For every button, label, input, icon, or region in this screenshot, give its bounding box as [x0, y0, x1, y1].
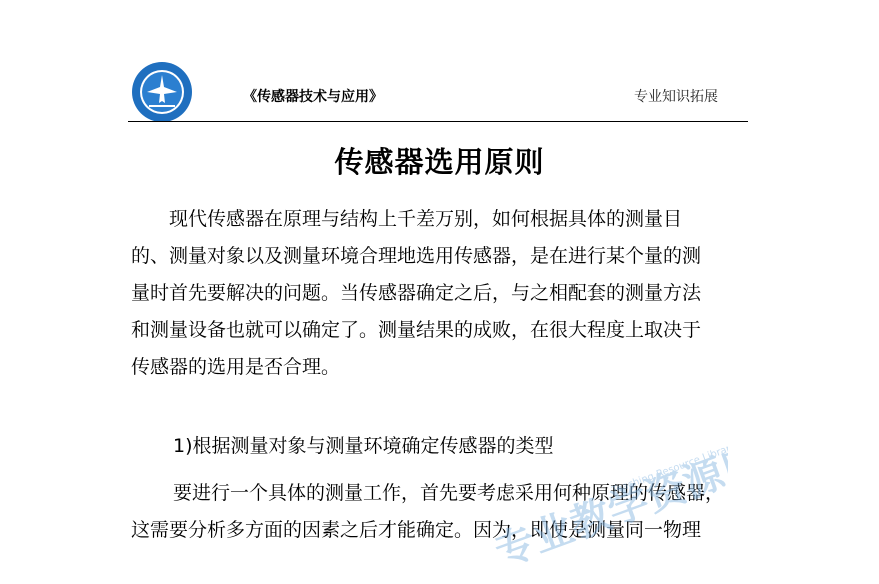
watermark-text: 专业教学资源库 — [489, 440, 728, 576]
text-line: 这需要分析多方面的因素之后才能确定。因为，即使是测量同一物理 — [131, 519, 702, 541]
intro-paragraph — [131, 201, 749, 386]
point-1-heading: 1)根据测量对象与测量环境确定传感器的类型 — [173, 435, 554, 457]
school-logo-icon — [131, 61, 193, 123]
text-line: 的、测量对象以及测量环境合理地选用传感器，是在进行某个量的测 — [131, 245, 702, 267]
text-line: 要进行一个具体的测量工作，首先要考虑采用何种原理的传感器， — [173, 482, 725, 504]
document-title: 传感器选用原则 — [334, 145, 545, 179]
point-1-paragraph — [131, 475, 749, 549]
text-line: 和测量设备也就可以确定了。测量结果的成败，在很大程度上取决于 — [131, 319, 702, 341]
book-title: 《传感器技术与应用》 — [243, 89, 383, 105]
section-label: 专业知识拓展 — [634, 89, 718, 105]
header-divider — [128, 121, 748, 122]
text-line: 传感器的选用是否合理。 — [131, 356, 341, 378]
watermark-subtext: Teaching Resource Library — [610, 441, 728, 497]
text-line: 量时首先要解决的问题。当传感器确定之后，与之相配套的测量方法 — [131, 282, 702, 304]
text-line: 现代传感器在原理与结构上千差万别，如何根据具体的测量目 — [131, 208, 683, 230]
